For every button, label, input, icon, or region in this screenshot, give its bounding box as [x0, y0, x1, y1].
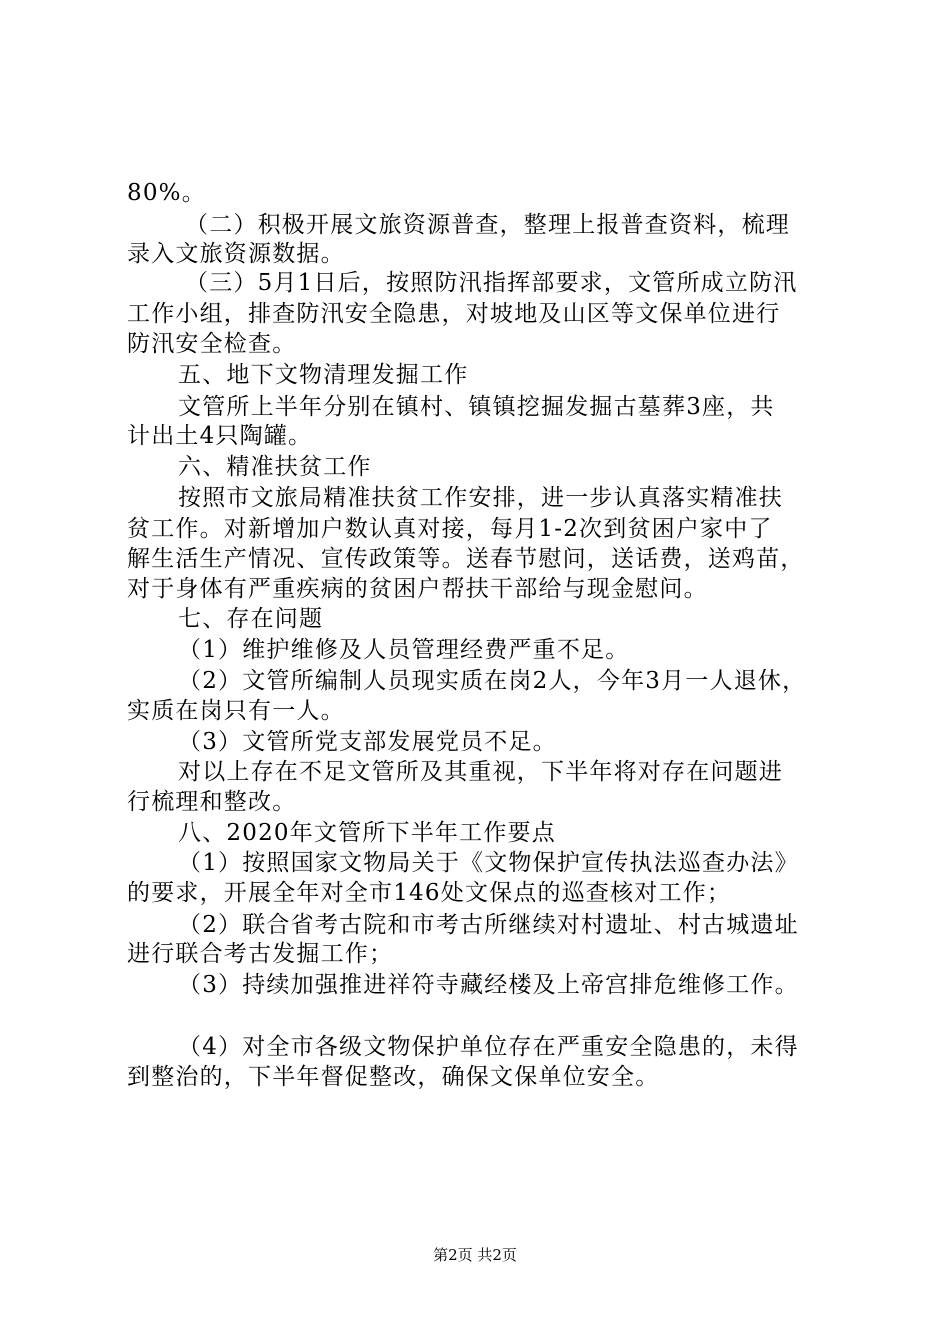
text-line: 进行联合考古发掘工作； [127, 941, 394, 967]
text-line: 计出土4只陶罐。 [127, 423, 313, 449]
text-line: 行梳理和整改。 [127, 789, 297, 815]
text-line: （2）文管所编制人员现实质在岗2人，今年3月一人退休， [178, 668, 807, 694]
text-line: （2）联合省考古院和市考古所继续对村遗址、村古城遗址 [178, 912, 799, 938]
page-footer: 第2页 共2页 [433, 1246, 517, 1264]
text-line: 对以上存在不足文管所及其重视，下半年将对存在问题进 [178, 759, 783, 785]
text-line: （二）积极开展文旅资源普查，整理上报普查资料，梳理 [185, 212, 790, 238]
text-line: 按照市文旅局精准扶贫工作安排，进一步认真落实精准扶 [178, 485, 783, 511]
text-line: 工作小组，排查防汛安全隐患，对坡地及山区等文保单位进行 [127, 301, 781, 327]
text-line: 实质在岗只有一人。 [127, 698, 345, 724]
text-line: 80%。 [127, 180, 206, 206]
section-heading: 六、精准扶贫工作 [178, 454, 372, 480]
text-line: （1）按照国家文物局关于《文物保护宣传执法巡查办法》 [178, 850, 799, 876]
text-line: （三）5月1日后，按照防汛指挥部要求，文管所成立防汛 [185, 270, 798, 296]
text-line: （3）持续加强推进祥符寺藏经楼及上帝宫排危维修工作。 [178, 972, 799, 998]
text-line: 到整治的，下半年督促整改，确保文保单位安全。 [127, 1064, 660, 1090]
text-line: （4）对全市各级文物保护单位存在严重安全隐患的，未得 [178, 1034, 799, 1060]
text-line: 的要求，开展全年对全市146处文保点的巡查核对工作； [127, 880, 732, 906]
text-line: （3）文管所党支部发展党员不足。 [178, 729, 557, 755]
section-heading: 七、存在问题 [178, 606, 324, 632]
text-line: 对于身体有严重疾病的贫困户帮扶干部给与现金慰问。 [127, 576, 708, 602]
section-heading: 八、2020年文管所下半年工作要点 [178, 820, 556, 846]
text-line: （1）维护维修及人员管理经费严重不足。 [178, 637, 630, 663]
section-heading: 五、地下文物清理发掘工作 [178, 362, 469, 388]
text-line: 解生活生产情况、宣传政策等。送春节慰问，送话费，送鸡苗， [127, 546, 805, 572]
text-line: 贫工作。对新增加户数认真对接，每月1-2次到贫困户家中了 [127, 516, 773, 542]
text-line: 文管所上半年分别在镇村、镇镇挖掘发掘古墓葬3座，共 [178, 394, 775, 420]
text-line: 防汛安全检查。 [127, 331, 297, 357]
text-line: 录入文旅资源数据。 [127, 241, 345, 267]
